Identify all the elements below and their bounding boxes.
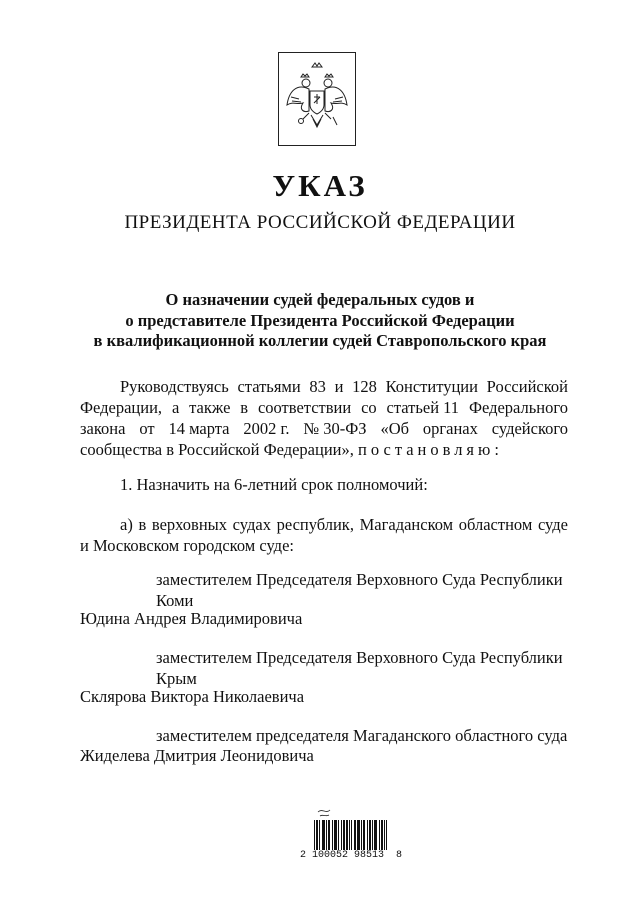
word: со (361, 398, 377, 417)
word: соответствии (257, 398, 352, 417)
word: судах (232, 515, 271, 534)
word: «Об (380, 419, 410, 438)
barcode-bar (354, 820, 355, 850)
barcode-bar (344, 820, 345, 850)
barcode-bar (364, 820, 365, 850)
barcode-bar (361, 820, 362, 850)
word: Магаданском (359, 515, 454, 534)
word: судейского (491, 419, 568, 438)
barcode-bar (382, 820, 383, 850)
preamble-line (80, 397, 568, 418)
barcode-bar (351, 820, 352, 850)
barcode-bar (341, 820, 342, 850)
appointee-name: Склярова Виктора Николаевича (80, 687, 305, 706)
position-line: заместителем председателя Магаданского областного суда (156, 726, 568, 745)
word: Руководствуясь (120, 377, 229, 396)
barcode-bar (369, 820, 370, 850)
barcode-bar (314, 820, 315, 850)
decree-heading (0, 290, 640, 352)
barcode-bar (319, 820, 320, 850)
barcode-bar (355, 820, 356, 850)
barcode-bar (329, 820, 330, 850)
barcode-bar (332, 820, 333, 850)
word: 2002 г. (243, 419, 290, 438)
barcode-bar (363, 820, 364, 850)
word: 83 (309, 377, 326, 396)
barcode-bar (374, 820, 375, 850)
barcode-bar (357, 820, 358, 850)
position-line: заместителем Председателя Верховного Суда Республики (156, 570, 563, 589)
position-line: заместителем Председателя Верховного Суда Республики (156, 648, 563, 667)
barcode-bar (335, 820, 336, 850)
word: статьей 11 (386, 398, 460, 417)
word: верховных (151, 515, 228, 534)
barcode-bar (346, 820, 347, 850)
word: № 30-ФЗ (303, 419, 367, 438)
barcode-bar (370, 820, 371, 850)
word: и (334, 377, 344, 396)
word: также (189, 398, 231, 417)
word: в (138, 515, 147, 534)
barcode-bar (386, 820, 387, 850)
barcode-bar (375, 820, 376, 850)
document-title: УКАЗ (272, 168, 368, 203)
barcode-icon (310, 806, 390, 850)
heading-line: О назначении судей федеральных судов и (165, 290, 475, 309)
barcode-bar (343, 820, 344, 850)
word: Российской (486, 377, 568, 396)
barcode-number: 2 100052 98513 8 (300, 850, 403, 861)
preamble-text: сообщества в Российской Федерации», (80, 440, 354, 459)
point-a-line (80, 514, 568, 535)
barcode-bar (324, 820, 325, 850)
barcode-bar (381, 820, 382, 850)
barcode-bar (328, 820, 329, 850)
double-headed-eagle-icon (279, 53, 355, 145)
barcode-bar (376, 820, 377, 850)
barcode-bar (322, 820, 323, 850)
barcode-bar (379, 820, 380, 850)
barcode-bar (384, 820, 385, 850)
point-a (80, 514, 568, 556)
barcode-bar (349, 820, 350, 850)
word: от (139, 419, 155, 438)
barcode-bar (316, 820, 317, 850)
word: областном (458, 515, 533, 534)
word: Федерации, (80, 398, 163, 417)
point-a-line: и Московском городском суде: (80, 536, 294, 555)
preamble-line (80, 376, 568, 397)
barcode-bar (323, 820, 324, 850)
position-line: Крым (156, 668, 197, 688)
appointee-name: Юдина Андрея Владимировича (80, 609, 303, 628)
word: органах (422, 419, 478, 438)
word: Федерального (468, 398, 568, 417)
appointment-position (156, 648, 576, 689)
word: Конституции (385, 377, 478, 396)
decree-verb: постановляю: (358, 440, 503, 459)
heading-line: о представителе Президента Российской Федерации (125, 310, 515, 330)
barcode-bar (347, 820, 348, 850)
preamble-line (80, 439, 568, 460)
word: суде (537, 515, 568, 534)
word: республик, (276, 515, 354, 534)
word: в (240, 398, 249, 417)
word: закона (80, 419, 126, 438)
appointee-name: Жиделева Дмитрия Леонидовича (80, 746, 314, 765)
barcode-bar (338, 820, 339, 850)
point-1 (80, 474, 568, 495)
barcode-bar (367, 820, 368, 850)
barcode-bar (334, 820, 335, 850)
barcode-bar (336, 820, 337, 850)
barcode-bar (359, 820, 360, 850)
barcode-bar (372, 820, 373, 850)
appointment-position (156, 570, 576, 611)
word: а) (120, 515, 133, 534)
barcode-bar (317, 820, 318, 850)
word: а (171, 398, 180, 417)
document-subtitle: ПРЕЗИДЕНТА РОССИЙСКОЙ ФЕДЕРАЦИИ (124, 212, 516, 233)
barcode-bar (326, 820, 327, 850)
position-line: Коми (156, 590, 194, 610)
word: 128 (352, 377, 377, 396)
point-1-text: 1. Назначить на 6-летний срок полномочий: (120, 475, 428, 494)
barcode-bar (358, 820, 359, 850)
word: статьями (237, 377, 301, 396)
appointment-position (156, 726, 576, 747)
state-emblem (278, 52, 356, 146)
preamble-line (80, 418, 568, 439)
word: 14 марта (168, 419, 230, 438)
preamble-paragraph (80, 376, 568, 460)
heading-line: в квалификационной коллегии судей Ставропольского края (93, 331, 547, 350)
